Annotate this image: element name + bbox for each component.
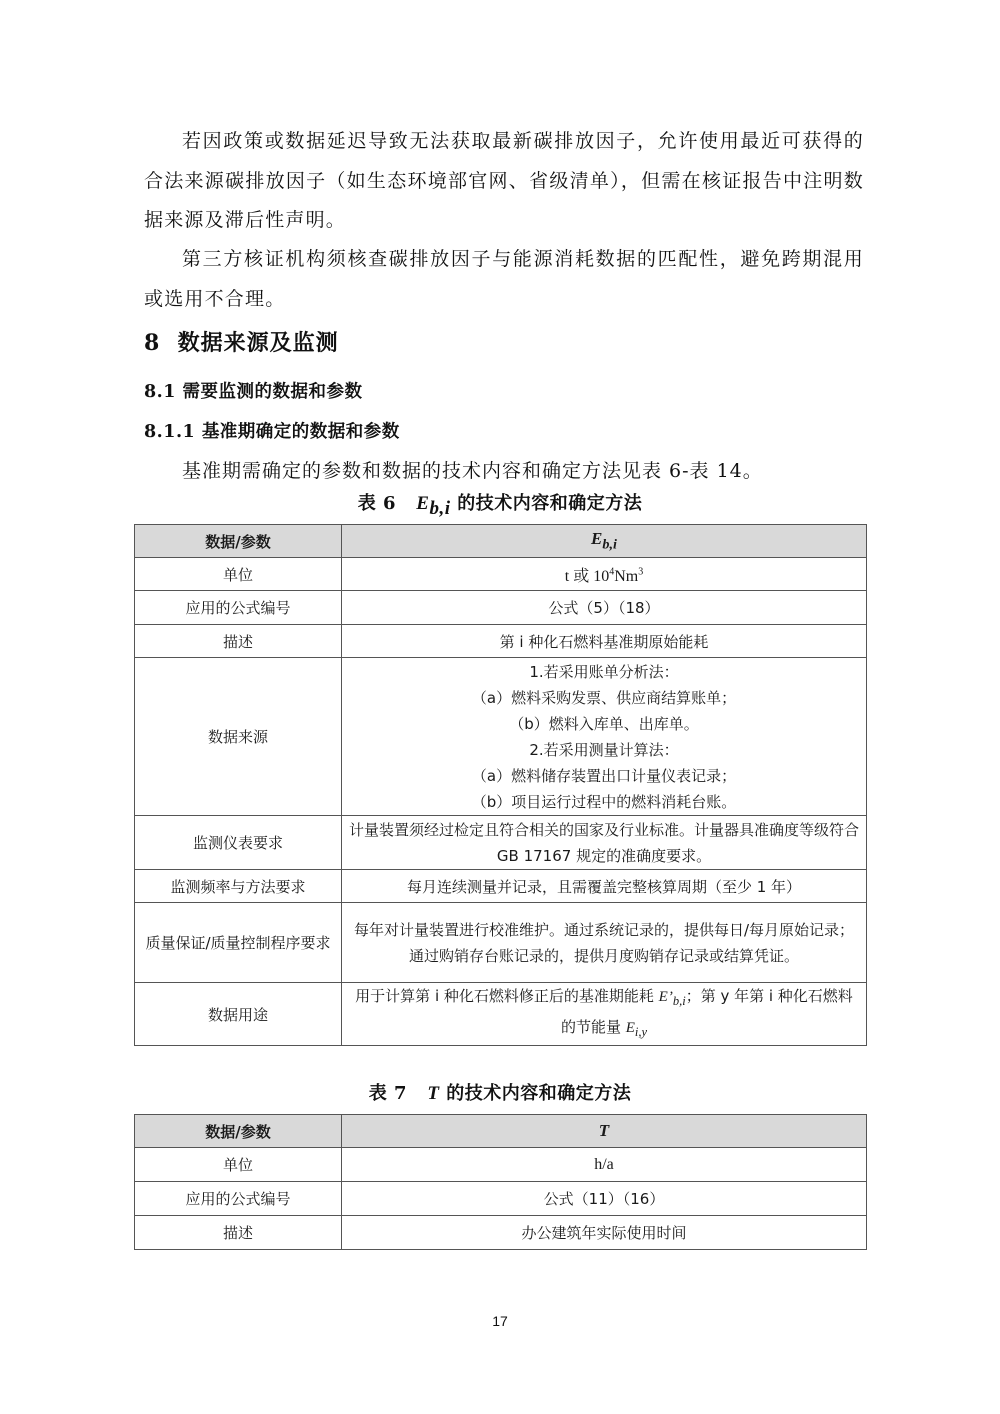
- table7: [134, 1114, 867, 1250]
- table7-caption-symbol: T: [427, 1083, 440, 1104]
- table6-formula-label: 应用的公式编号: [135, 591, 342, 625]
- table7-unit-label: 单位: [135, 1148, 342, 1182]
- table-row: [135, 903, 867, 983]
- paragraph-emission-factor: 若因政策或数据延迟导致无法获取最新碳排放因子，允许使用最近可获得的合法来源碳排放因子（如生态环境部官网、省级清单），但需在核证报告中注明数据来源及滞后性声明。: [144, 130, 864, 231]
- table-row: [135, 558, 867, 591]
- table6-qa-label: 质量保证/质量控制程序要求: [135, 903, 342, 983]
- subsection-number: 8.1: [144, 382, 176, 402]
- table6-caption-suffix: 的技术内容和确定方法: [457, 493, 643, 514]
- table6-caption-symbol: E: [416, 493, 430, 514]
- table6-header-subscript: b,i: [602, 536, 617, 553]
- table-row: [135, 870, 867, 903]
- list-item: 1.若采用账单分析法：: [529, 662, 679, 681]
- table6-formula-value: 公式（5）（18）: [342, 591, 867, 625]
- subsubsection-number: 8.1.1: [144, 422, 196, 442]
- table6: [134, 524, 867, 1046]
- table6-use-value: 用于计算第 i 种化石燃料修正后的基准期能耗 $E’_{b,i}$；第 y 年第 i 种化石燃料的节能量 $E_{i,y}$: [342, 983, 867, 1046]
- table7-formula-value: 公式（11）（16）: [342, 1182, 867, 1216]
- table6-header-label: 数据/参数: [135, 525, 342, 558]
- table-row: [135, 1115, 867, 1148]
- table6-desc-value: 第 i 种化石燃料基准期原始能耗: [342, 625, 867, 658]
- table6-unit-label: 单位: [135, 558, 342, 591]
- table7-caption-prefix: 表 7: [368, 1083, 408, 1104]
- subsection-heading: [144, 378, 363, 403]
- table7-desc-label: 描述: [135, 1216, 342, 1250]
- table6-header-symbol: $E_{b,i}$: [342, 525, 867, 558]
- table-row: [135, 816, 867, 870]
- table-row: [135, 1148, 867, 1182]
- table-row: [135, 1216, 867, 1250]
- list-item: （a）燃料采购发票、供应商结算账单；: [471, 688, 737, 707]
- table6-frequency-label: 监测频率与方法要求: [135, 870, 342, 903]
- table7-caption-suffix: 的技术内容和确定方法: [446, 1083, 632, 1104]
- table-row: [135, 983, 867, 1046]
- paragraph-verification: 第三方核证机构须核查碳排放因子与能源消耗数据的匹配性，避免跨期混用或选用不合理。: [144, 248, 864, 310]
- subsubsection-heading: [144, 418, 400, 443]
- table6-caption-subscript: b,i: [429, 497, 451, 519]
- subsection-title: 需要监测的数据和参数: [182, 382, 363, 402]
- table6-caption-prefix: 表 6: [357, 493, 396, 514]
- subsubsection-title: 基准期确定的数据和参数: [201, 422, 400, 442]
- table-row: [135, 658, 867, 816]
- list-item: （b）燃料入库单、出库单。: [509, 714, 699, 733]
- table-row: [135, 625, 867, 658]
- table6-use-label: 数据用途: [135, 983, 342, 1046]
- section-number: 8: [144, 330, 161, 356]
- table6-source-value: [342, 658, 867, 816]
- table6-unit-value: t 或 $10^4Nm^3$: [342, 558, 867, 591]
- section-heading: [144, 326, 339, 357]
- table-row: [135, 525, 867, 558]
- table7-desc-value: 办公建筑年实际使用时间: [342, 1216, 867, 1250]
- table7-formula-label: 应用的公式编号: [135, 1182, 342, 1216]
- list-item: （a）燃料储存装置出口计量仪表记录；: [471, 766, 737, 785]
- table6-source-label: 数据来源: [135, 658, 342, 816]
- table6-qa-value: 每年对计量装置进行校准维护。通过系统记录的，提供每日/每月原始记录；通过购销存台账记录的，提供月度购销存记录或结算凭证。: [342, 903, 867, 983]
- table-row: [135, 1182, 867, 1216]
- page-number: 17: [492, 1313, 508, 1329]
- table6-instrument-value: 计量装置须经过检定且符合相关的国家及行业标准。计量器具准确度等级符合 GB 17167 规定的准确度要求。: [342, 816, 867, 870]
- list-item: （b）项目运行过程中的燃料消耗台账。: [471, 792, 737, 811]
- table7-header-symbol: T: [342, 1115, 867, 1148]
- table6-frequency-value: 每月连续测量并记录，且需覆盖完整核算周期（至少 1 年）: [342, 870, 867, 903]
- table-row: [135, 591, 867, 625]
- section-title: 数据来源及监测: [177, 330, 339, 356]
- table6-instrument-label: 监测仪表要求: [135, 816, 342, 870]
- table6-caption: [0, 489, 1000, 520]
- intro-text: 基准期需确定的参数和数据的技术内容和确定方法见表 6-表 14。: [182, 460, 763, 482]
- list-item: 2.若采用测量计算法：: [529, 740, 679, 759]
- table7-unit-value: h/a: [342, 1148, 867, 1182]
- table7-header-label: 数据/参数: [135, 1115, 342, 1148]
- table7-caption: [0, 1079, 1000, 1105]
- table6-desc-label: 描述: [135, 625, 342, 658]
